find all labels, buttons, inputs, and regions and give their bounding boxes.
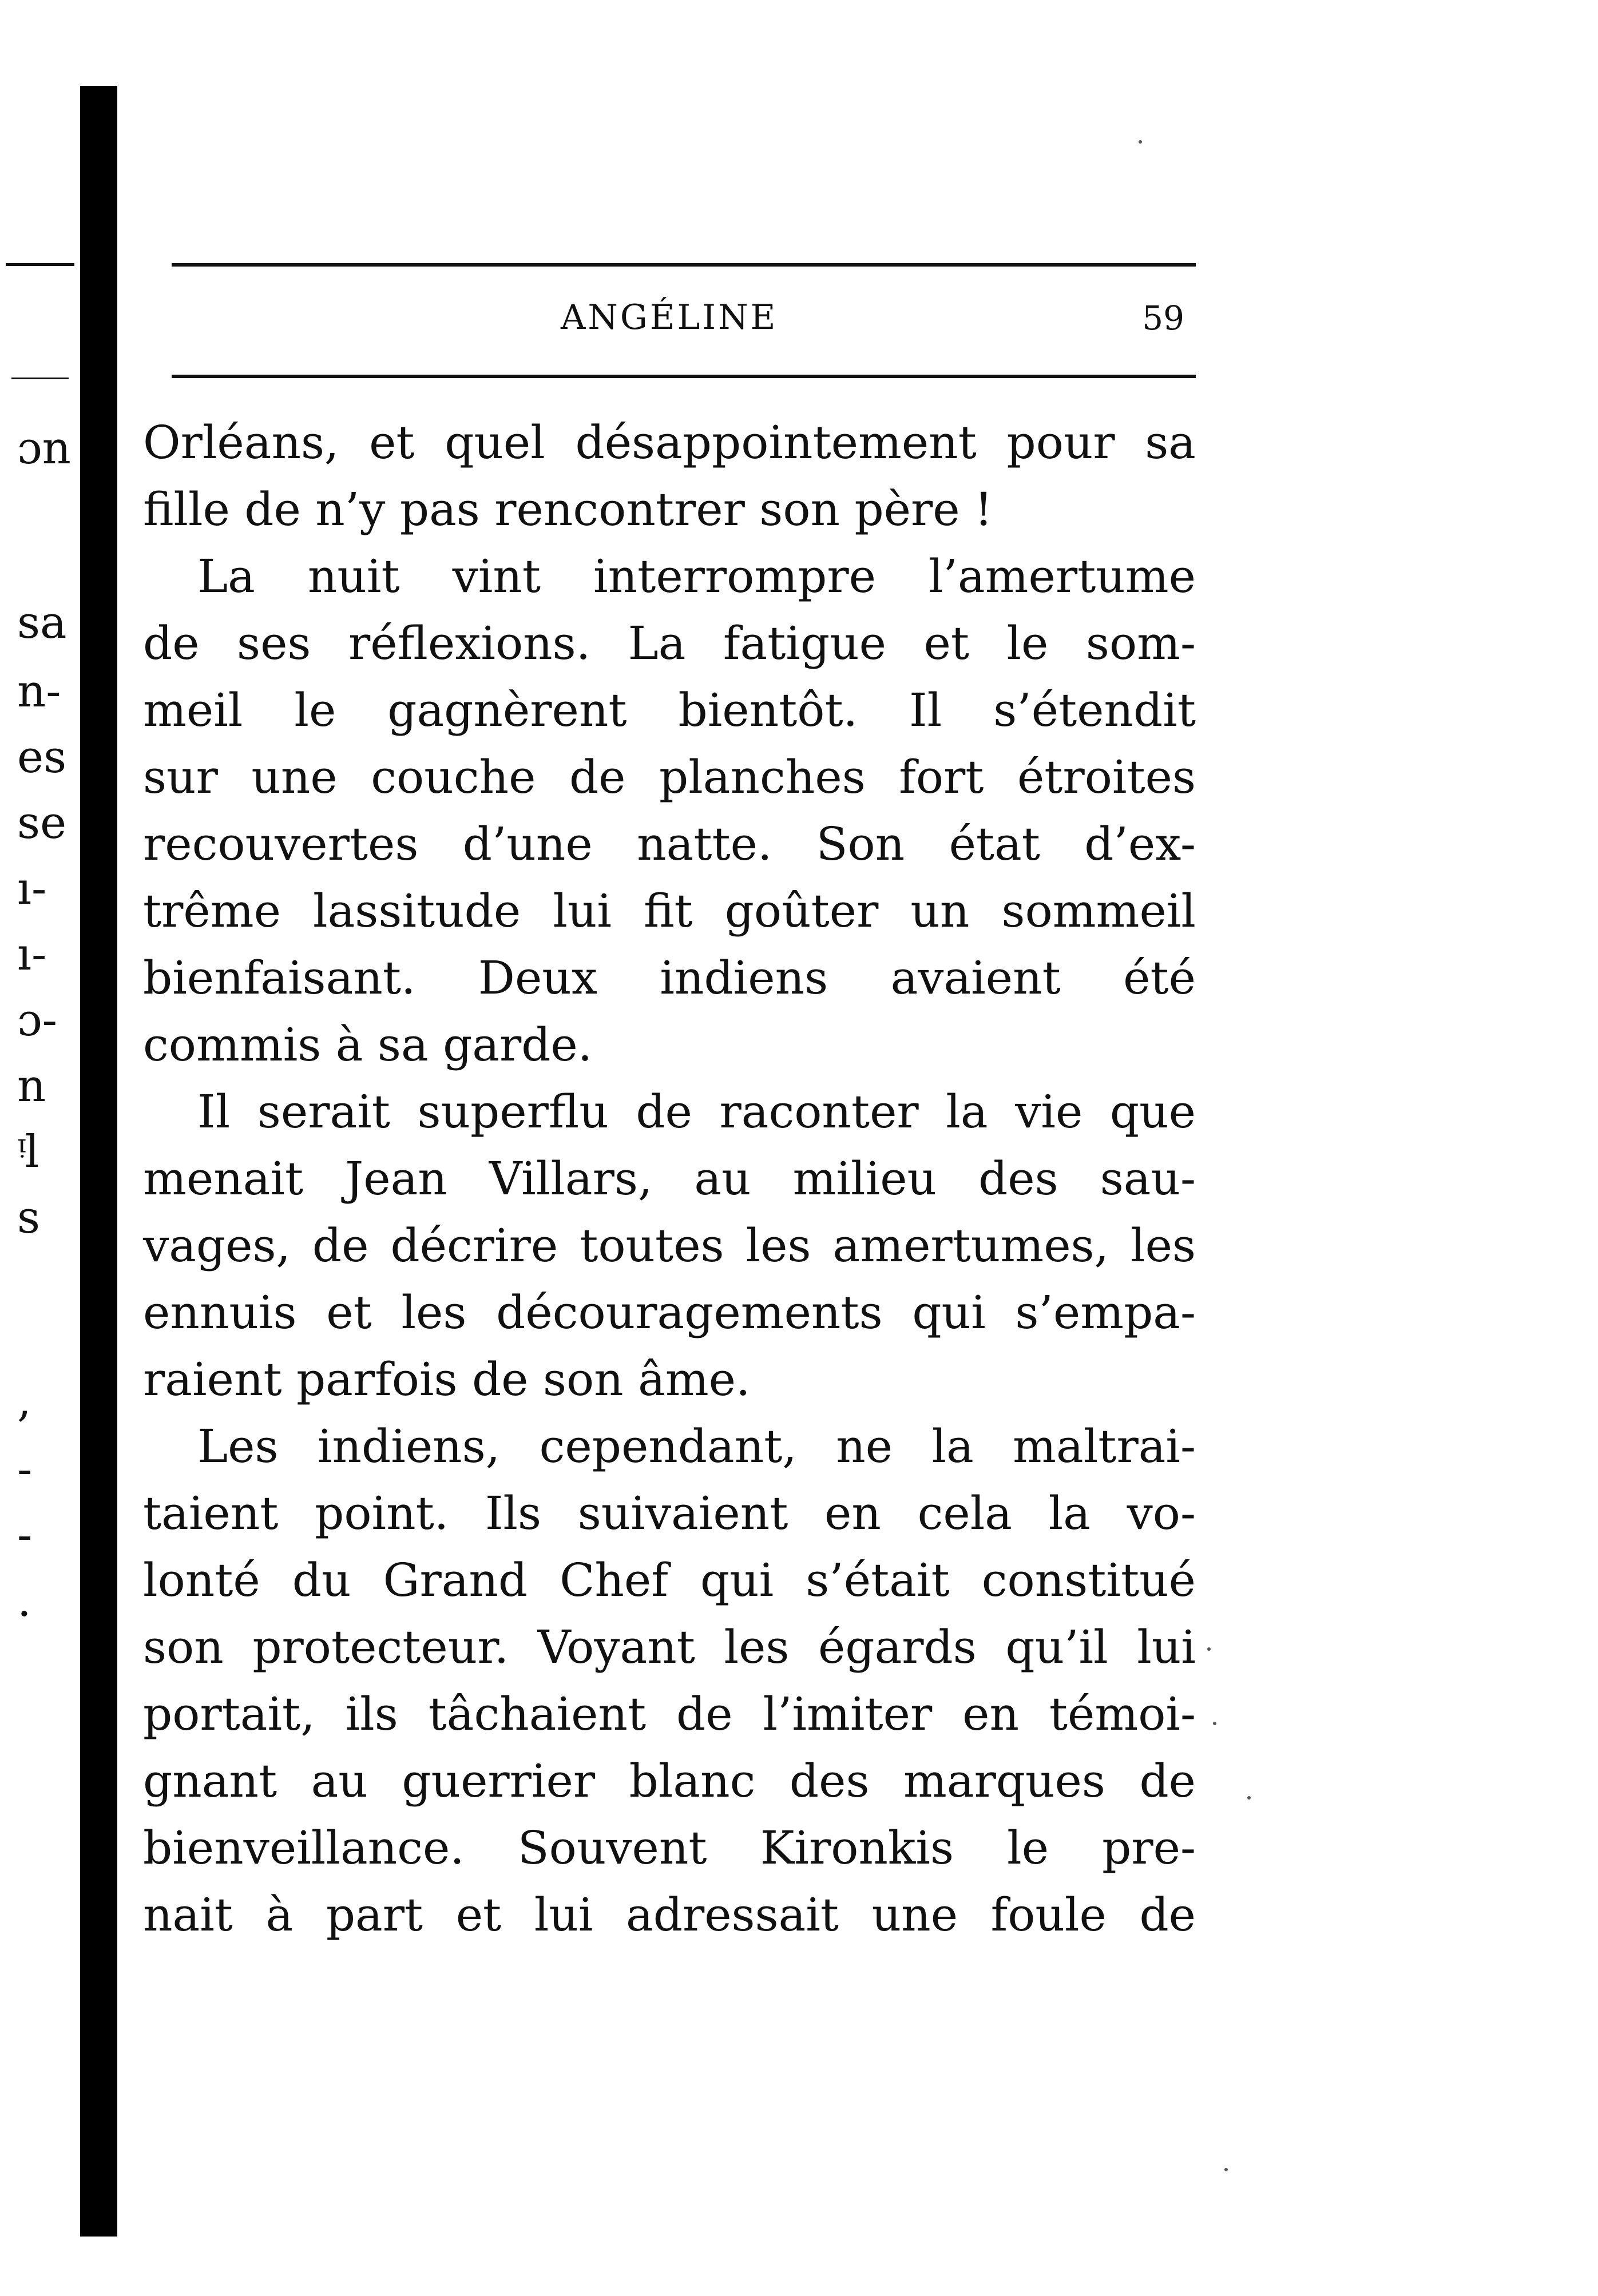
previous-page-fragment: - (17, 1510, 33, 1561)
previous-page-fragment: - (17, 1444, 33, 1495)
text-line: bienveillance. Souvent Kironkis le pre- (143, 1821, 1196, 1874)
paragraph (143, 543, 1196, 1078)
previous-page-fragment: ı- (17, 863, 47, 915)
previous-page-margin (0, 0, 74, 2296)
text-line: meil le gagnèrent bientôt. Il s’étendit (143, 684, 1196, 737)
body-text (143, 409, 1196, 1948)
text-line: Les indiens, cependant, ne la maltrai- (197, 1420, 1196, 1473)
text-line: fille de n’y pas rencontrer son père ! (143, 483, 993, 536)
previous-page-fragment: ɔn (17, 423, 71, 474)
scan-speck (1207, 1647, 1211, 1651)
previous-page-fragment: ᵎl (17, 1126, 39, 1178)
running-head (172, 257, 1196, 386)
page-number: 59 (1142, 299, 1184, 337)
text-line: bienfaisant. Deux indiens avaient été (143, 951, 1196, 1004)
header-rule-top (172, 263, 1196, 267)
text-line: La nuit vint interrompre l’amertume (197, 550, 1196, 603)
scan-speck (1139, 140, 1142, 144)
text-line: Il serait superflu de raconter la vie que (197, 1085, 1196, 1138)
text-line: gnant au guerrier blanc des marques de (143, 1754, 1196, 1808)
previous-page-fragment: se (17, 797, 67, 849)
previous-page-fragment: ı- (17, 929, 47, 980)
previous-page-rule (6, 263, 74, 266)
text-line: portait, ils tâchaient de l’imiter en témoi- (143, 1687, 1196, 1741)
text-line: nait à part et lui adressait une foule de (143, 1888, 1196, 1941)
paragraph (143, 409, 1196, 543)
previous-page-rule (11, 378, 69, 379)
header-rule-bottom (172, 375, 1196, 378)
previous-page-fragment: . (17, 1575, 31, 1627)
text-line: sur une couche de planches fort étroites (143, 750, 1196, 804)
text-line: son protecteur. Voyant les égards qu’il lui (143, 1620, 1196, 1674)
text-line: vages, de décrire toutes les amertumes, les (143, 1219, 1196, 1272)
previous-page-fragment: sa (17, 597, 67, 649)
previous-page-fragment: es (17, 732, 67, 783)
paragraph (143, 1413, 1196, 1948)
paragraph (143, 1078, 1196, 1413)
text-line: de ses réflexions. La fatigue et le som- (143, 617, 1196, 670)
previous-page-fragment: n (17, 1060, 46, 1112)
text-line: recouvertes d’une natte. Son état d’ex- (143, 817, 1196, 871)
text-line: menait Jean Villars, au milieu des sau- (143, 1152, 1196, 1205)
previous-page-fragment: s (17, 1192, 41, 1244)
scan-speck (1213, 1722, 1216, 1725)
text-line: taient point. Ils suivaient en cela la vo- (143, 1487, 1196, 1540)
scan-speck (1247, 1796, 1251, 1800)
previous-page-fragment: ɔ- (17, 995, 58, 1046)
text-line: trême lassitude lui fit goûter un sommeil (143, 884, 1196, 938)
text-line: Orléans, et quel désappointement pour sa (143, 416, 1196, 469)
running-title: ANGÉLINE (561, 297, 778, 337)
previous-page-fragment: , (17, 1375, 31, 1427)
text-line: commis à sa garde. (143, 1018, 593, 1071)
text-line: ennuis et les découragements qui s’empa- (143, 1286, 1196, 1339)
text-line: lonté du Grand Chef qui s’était constitué (143, 1554, 1196, 1607)
binding-shadow (80, 86, 117, 2237)
scan-speck (1224, 2168, 1228, 2171)
previous-page-fragment: n- (17, 666, 61, 717)
text-line: raient parfois de son âme. (143, 1353, 751, 1406)
